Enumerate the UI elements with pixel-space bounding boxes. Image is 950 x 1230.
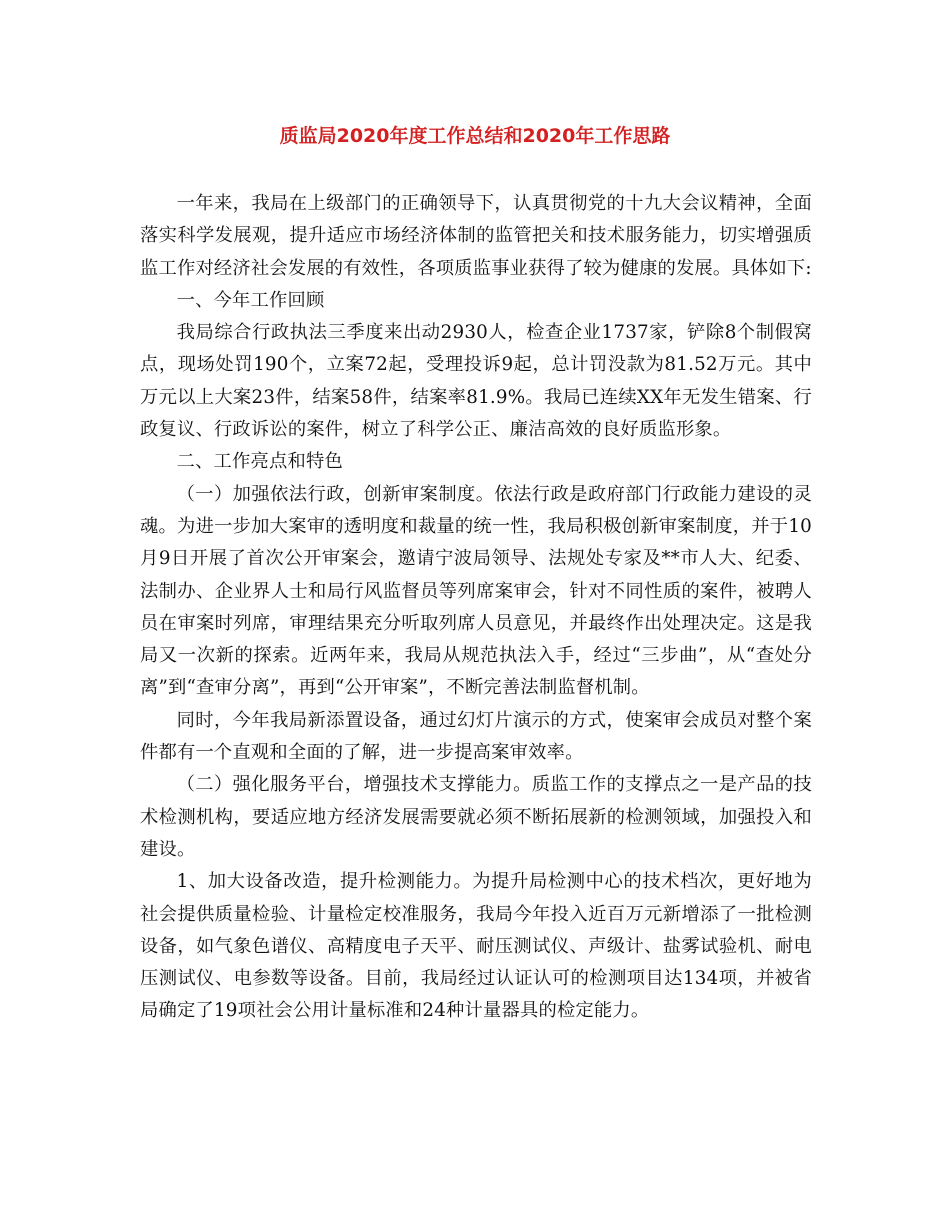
document-title: 质监局2020年度工作总结和2020年工作思路 [279,125,671,147]
document-body [140,188,812,1028]
paragraph-case-review-reform: （一）加强依法行政，创新审案制度。依法行政是政府部门行政能力建设的灵魂。为进一步加大案审的透明度和裁量的统一性，我局积极创新审案制度，并于10月9日开展了首次公开审案会，邀请宁波局领导、法规处专家及**市人大、纪委、法制办、企业界人士和局行风监督员等列席案审会，针对不同性质的案件，被聘人员在审案时列席，审理结果充分听取列席人员意见，并最终作出处理决定。这是我局又一次新的探索。近两年来，我局从规范执法入手，经过“三步曲”，从“查处分离”到“查审分离”，再到“公开审案”，不断完善法制监督机制。 [140,483,812,699]
paragraph-service-platform: （二）强化服务平台，增强技术支撑能力。质监工作的支撑点之一是产品的技术检测机构，要适应地方经济发展需要就必须不断拓展新的检测领域，加强投入和建设。 [140,774,812,860]
paragraph-testing-capability: 1、加大设备改造，提升检测能力。为提升局检测中心的技术档次，更好地为社会提供质量检验、计量检定校准服务，我局今年投入近百万元新增添了一批检测设备，如气象色谱仪、高精度电子天平、耐压测试仪、声级计、盐雾试验机、耐电压测试仪、电参数等设备。目前，我局经过认证认可的检测项目达134项，并被省局确定了19项社会公用计量标准和24种计量器具的检定能力。 [140,871,812,1022]
paragraph-enforcement-stats: 我局综合行政执法三季度来出动2930人，检查企业1737家，铲除8个制假窝点，现场处罚190个，立案72起，受理投诉9起，总计罚没款为81.52万元。其中万元以上大案23件，结案58件，结案率81.9%。我局已连续XX年无发生错案、行政复议、行政诉讼的案件，树立了科学公正、廉洁高效的良好质监形象。 [140,322,812,441]
heading-review: 一、今年工作回顾 [176,289,325,311]
paragraph-new-equipment: 同时，今年我局新添置设备，通过幻灯片演示的方式，使案审会成员对整个案件都有一个直观和全面的了解，进一步提高案审效率。 [140,709,812,764]
paragraph-intro: 一年来，我局在上级部门的正确领导下，认真贯彻党的十九大会议精神，全面落实科学发展观，提升适应市场经济体制的监管把关和技术服务能力，切实增强质监工作对经济社会发展的有效性，各项质监事业获得了较为健康的发展。具体如下: [140,193,812,279]
heading-highlights: 二、工作亮点和特色 [176,451,343,473]
